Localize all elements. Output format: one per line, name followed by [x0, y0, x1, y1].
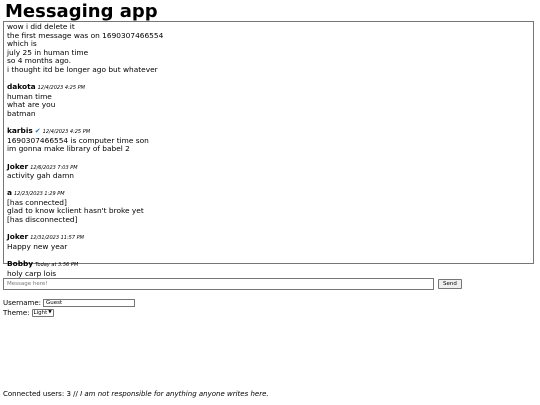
message-author: Joker	[7, 161, 29, 171]
settings-panel	[3, 298, 135, 318]
footer-separator: //	[73, 390, 78, 398]
message-line: the first message was on 1690307466554	[7, 30, 164, 40]
message-timestamp: 12/4/2023 4:25 PM	[37, 85, 85, 92]
message-timestamp: Today at 3:56 PM	[35, 262, 79, 269]
message-line: july 25 in human time	[7, 47, 89, 57]
disclaimer-text: I am not responsible for anything anyone writes here.	[80, 390, 269, 398]
theme-select[interactable]	[32, 309, 54, 317]
username-input[interactable]	[43, 299, 135, 307]
message-header	[7, 189, 530, 199]
message-line: so 4 months ago.	[7, 56, 71, 66]
message-item	[7, 127, 530, 154]
message-timestamp: 12/4/2023 4:25 PM	[42, 129, 91, 136]
username-label: Username:	[3, 299, 42, 307]
message-header	[7, 83, 530, 93]
composer	[3, 278, 534, 292]
message-line: which is	[7, 39, 37, 49]
theme-label: Theme:	[3, 309, 30, 317]
message-header	[7, 163, 530, 173]
chevron-down-icon: ▼	[48, 310, 52, 315]
message-line: Happy new year	[7, 241, 68, 251]
message-header	[7, 233, 530, 243]
message-author: Bobby	[7, 259, 34, 269]
message-line: batman	[7, 108, 36, 118]
message-item	[7, 233, 530, 251]
message-line: i thought itd be longer ago but whatever	[7, 64, 158, 74]
message-author: a	[7, 188, 12, 198]
message-item	[7, 83, 530, 118]
message-line: im gonna make library of babel 2	[7, 144, 130, 154]
message-author: dakota	[7, 82, 36, 92]
theme-select-value: Light	[33, 310, 48, 316]
theme-row	[3, 308, 135, 318]
message-line: [has disconnected]	[7, 215, 78, 225]
message-input[interactable]	[3, 278, 434, 290]
message-line: [has connected]	[7, 197, 67, 207]
app-title: Messaging app	[5, 1, 158, 22]
message-line: 1690307466554 is computer time son	[7, 135, 149, 145]
connected-users-label: Connected users:	[3, 390, 65, 398]
username-row	[3, 298, 135, 308]
message-timestamp: 12/31/2023 11:57 PM	[30, 235, 84, 242]
message-line: wow i did delete it	[7, 22, 75, 31]
message-item	[7, 189, 530, 224]
message-author: Joker	[7, 232, 29, 242]
message-item	[7, 23, 530, 75]
message-line: holy carp lois	[7, 268, 57, 278]
message-header	[7, 260, 530, 270]
message-line: activity gah damn	[7, 171, 74, 181]
message-line: glad to know kclient hasn't broke yet	[7, 206, 144, 216]
message-line: human time	[7, 91, 52, 101]
connected-users-count: 3	[66, 390, 71, 398]
footer-status	[3, 389, 269, 399]
send-button[interactable]: Send	[438, 279, 462, 289]
message-timestamp: 12/23/2023 1:29 PM	[14, 191, 65, 198]
message-log[interactable]	[3, 21, 534, 278]
message-timestamp: 12/6/2023 7:03 PM	[30, 164, 78, 171]
message-item	[7, 163, 530, 181]
message-line: what are you	[7, 100, 56, 110]
verified-check-icon: ✔	[34, 127, 41, 136]
message-author: karbis	[7, 126, 33, 136]
